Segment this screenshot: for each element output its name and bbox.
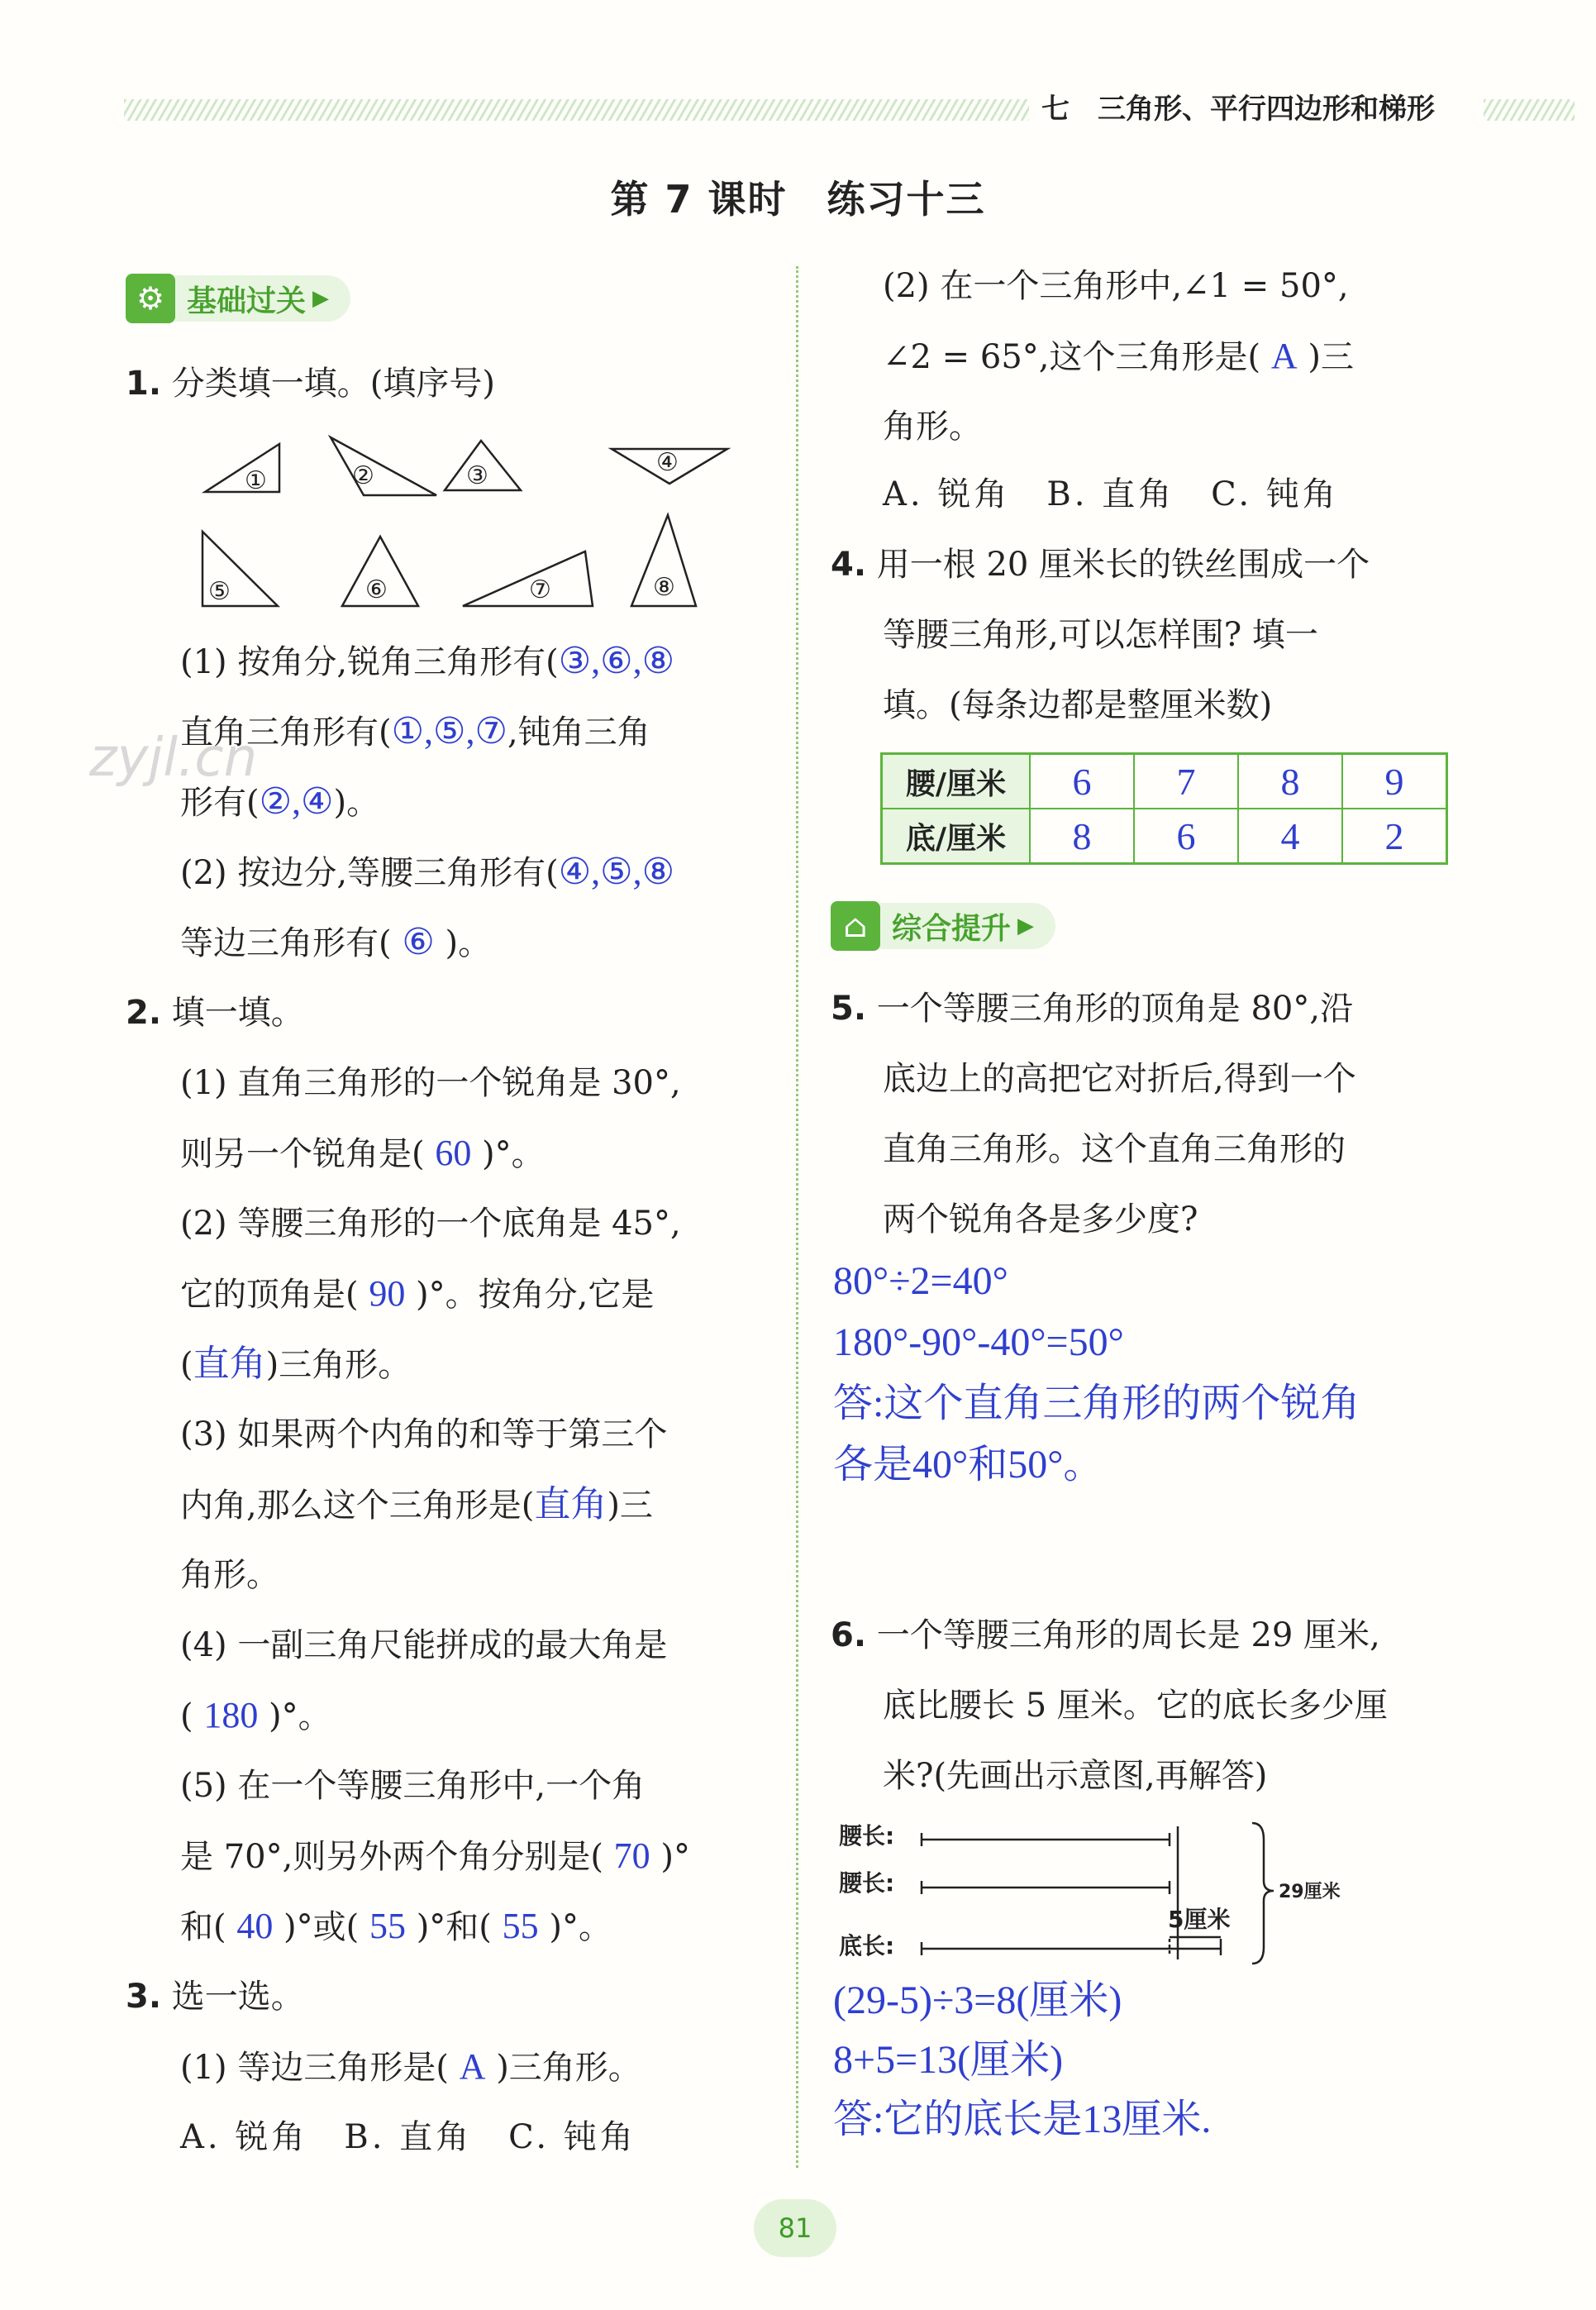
q1-stem <box>126 360 495 407</box>
table-cell: 9 <box>1342 754 1447 809</box>
q1-part1-line2: 直角三角形有(①,⑤,⑦,钝角三角 <box>180 711 650 752</box>
header-decor-left <box>124 99 1029 121</box>
q2-p4-answer: 180 <box>203 1695 259 1735</box>
q5-answer-sentence1: 答:这个直角三角形的两个锐角 <box>833 1382 1360 1425</box>
play-arrow-icon: ▶ <box>312 286 330 311</box>
table-cell: 6 <box>1134 809 1238 864</box>
triangle-label-4: ④ <box>656 448 679 477</box>
q1-part1-line3: 形有(②,④)。 <box>180 781 380 822</box>
q5-line2: 底边上的高把它对折后,得到一个 <box>883 1060 1356 1098</box>
q2-p1-answer: 60 <box>435 1133 472 1173</box>
q2-p5-answer1: 70 <box>613 1835 650 1876</box>
triangle-label-3: ③ <box>466 461 488 490</box>
q4-line2: 等腰三角形,可以怎样围? 填一 <box>883 616 1318 654</box>
q2-p5-line1: (5) 在一个等腰三角形中,一个角 <box>180 1767 646 1805</box>
q1-part1-line1: (1) 按角分,锐角三角形有(③,⑥,⑧ <box>180 641 675 681</box>
q3-p1-line1: (1) 等边三角形是( A )三角形。 <box>180 2046 641 2087</box>
q1-equilateral-answer: ⑥ <box>402 922 435 962</box>
q3-stem: 3. 选一选。 <box>126 1978 304 2016</box>
q5-line4: 两个锐角各是多少度? <box>883 1200 1198 1239</box>
diagram-total-label: 29厘米 <box>1279 1882 1341 1902</box>
diagram-label-base: 底长: <box>839 1932 895 1959</box>
section-advanced-tag <box>831 900 1055 952</box>
table-head-leg: 腰/厘米 <box>882 754 1031 809</box>
q2-p4-line1: (4) 一副三角尺能拼成的最大角是 <box>180 1626 668 1664</box>
q3-p2-answer: A <box>1270 336 1298 376</box>
triangle-label-5: ⑤ <box>208 577 231 606</box>
q6-line2: 底比腰长 5 厘米。它的底长多少厘 <box>883 1687 1388 1725</box>
q2-p3-line3: 角形。 <box>180 1556 279 1594</box>
q2-stem: 2. 填一填。 <box>126 994 304 1032</box>
q2-p3-line1: (3) 如果两个内角的和等于第三个 <box>180 1415 668 1453</box>
q2-p5-line3: 和( 40 )°或( 55 )°和( 55 )°。 <box>180 1906 612 1946</box>
q3-p1-answer: A <box>459 2046 486 2087</box>
section-basic-tag <box>126 273 350 324</box>
q3-p2-line2: ∠2 = 65°,这个三角形是( A )三 <box>883 336 1354 376</box>
q1-acute-answer: ③,⑥,⑧ <box>558 641 675 681</box>
q6-line3: 米?(先画出示意图,再解答) <box>883 1757 1268 1795</box>
q1-right-answer: ①,⑤,⑦ <box>391 711 507 752</box>
q1-obtuse-answer: ②,④ <box>259 781 334 822</box>
chapter-title: 七 三角形、平行四边形和梯形 <box>1041 93 1435 126</box>
section-basic-label: 基础过关 <box>187 284 307 318</box>
q2-number: 2. <box>126 994 162 1032</box>
triangle-label-1: ① <box>245 466 267 495</box>
table-cell: 6 <box>1030 754 1134 809</box>
q5-answer-sentence2: 各是40°和50°。 <box>833 1443 1103 1487</box>
table-head-base: 底/厘米 <box>882 809 1031 864</box>
page-title: 第 7 课时 练习十三 <box>610 177 986 222</box>
page-number: 81 <box>754 2199 836 2257</box>
table-cell: 2 <box>1342 809 1447 864</box>
triangle-label-2: ② <box>352 461 374 490</box>
table-row <box>882 809 1447 864</box>
section-advanced-label: 综合提升 <box>892 911 1012 946</box>
triangle-label-8: ⑧ <box>653 573 675 602</box>
q5-answer-step1: 80°÷2=40° <box>833 1259 1008 1303</box>
table-cell: 8 <box>1030 809 1134 864</box>
q1-part2-line1: (2) 按边分,等腰三角形有(④,⑤,⑧ <box>180 852 675 892</box>
q5-number: 5. <box>831 990 867 1028</box>
triangle-label-7: ⑦ <box>529 575 551 604</box>
q2-p2-line3: (直角)三角形。 <box>180 1344 412 1384</box>
triangle-2 <box>331 437 436 495</box>
q5-line3: 直角三角形。这个直角三角形的 <box>883 1130 1346 1168</box>
q2-p3-answer: 直角 <box>534 1484 607 1525</box>
q6-answer-step2: 8+5=13(厘米) <box>833 2038 1064 2082</box>
header-decor-right <box>1484 99 1575 121</box>
table-cell: 4 <box>1238 809 1342 864</box>
q2-p4-line2: ( 180 )°。 <box>180 1695 331 1735</box>
q1-triangles-figure <box>190 426 752 620</box>
q5-line1: 5. 一个等腰三角形的顶角是 80°,沿 <box>831 990 1354 1028</box>
q1-number: 1. <box>126 365 162 403</box>
diagram-diff-label: 5厘米 <box>1168 1906 1231 1933</box>
house-up-icon: ⌂ <box>831 901 880 951</box>
q4-line3: 填。(每条边都是整厘米数) <box>883 686 1273 724</box>
q3-number: 3. <box>126 1978 162 2016</box>
q2-p5-answer4: 55 <box>502 1906 539 1946</box>
q2-p1-line2: 则另一个锐角是( 60 )°。 <box>180 1133 545 1173</box>
q6-answer-step1: (29-5)÷3=8(厘米) <box>833 1978 1122 2022</box>
q2-p2-line2: 它的顶角是( 90 )°。按角分,它是 <box>180 1273 655 1314</box>
gear-icon: ⚙ <box>126 274 175 323</box>
q2-p5-answer3: 55 <box>369 1906 406 1946</box>
q4-number: 4. <box>831 546 867 584</box>
q6-segment-diagram <box>831 1815 1343 1972</box>
triangle-1 <box>205 444 279 492</box>
q1-part2-line2: 等边三角形有( ⑥ )。 <box>180 922 492 962</box>
triangle-label-6: ⑥ <box>365 575 388 604</box>
q2-p2-type-answer: 直角 <box>193 1344 266 1384</box>
q3-p2-line3: 角形。 <box>883 408 982 446</box>
q2-p5-answer2: 40 <box>236 1906 274 1946</box>
q2-p2-line1: (2) 等腰三角形的一个底角是 45°, <box>180 1205 681 1243</box>
q2-p2-answer: 90 <box>369 1273 406 1314</box>
triangle-7 <box>463 551 593 606</box>
table-cell: 8 <box>1238 754 1342 809</box>
q6-number: 6. <box>831 1616 867 1654</box>
q1-isosceles-answer: ④,⑤,⑧ <box>558 852 675 892</box>
q4-line1: 4. 用一根 20 厘米长的铁丝围成一个 <box>831 546 1370 584</box>
q6-answer-sentence: 答:它的底长是13厘米. <box>833 2098 1212 2141</box>
table-row <box>882 754 1447 809</box>
q6-line1: 6. 一个等腰三角形的周长是 29 厘米, <box>831 1616 1380 1654</box>
play-arrow-icon: ▶ <box>1017 914 1035 938</box>
diagram-label-leg2: 腰长: <box>839 1869 895 1897</box>
column-divider <box>796 266 798 2168</box>
q1-text: 分类填一填。(填序号) <box>171 365 495 403</box>
watermark: zyjl.cn <box>89 728 258 789</box>
q3-p1-options: A. 锐角 B. 直角 C. 钝角 <box>180 2118 636 2156</box>
table-cell: 7 <box>1134 754 1238 809</box>
q3-p2-options: A. 锐角 B. 直角 C. 钝角 <box>883 475 1339 513</box>
q5-answer-step2: 180°-90°-40°=50° <box>833 1320 1124 1364</box>
q3-p2-line1: (2) 在一个三角形中,∠1 = 50°, <box>883 267 1349 305</box>
total-brace <box>1252 1823 1274 1964</box>
q2-p3-line2: 内角,那么这个三角形是(直角)三 <box>180 1484 653 1525</box>
q4-answer-table <box>880 752 1448 865</box>
q2-p5-line2: 是 70°,则另外两个角分别是( 70 )° <box>180 1835 690 1876</box>
q2-p1-line1: (1) 直角三角形的一个锐角是 30°, <box>180 1064 681 1102</box>
diagram-label-leg1: 腰长: <box>839 1822 895 1849</box>
